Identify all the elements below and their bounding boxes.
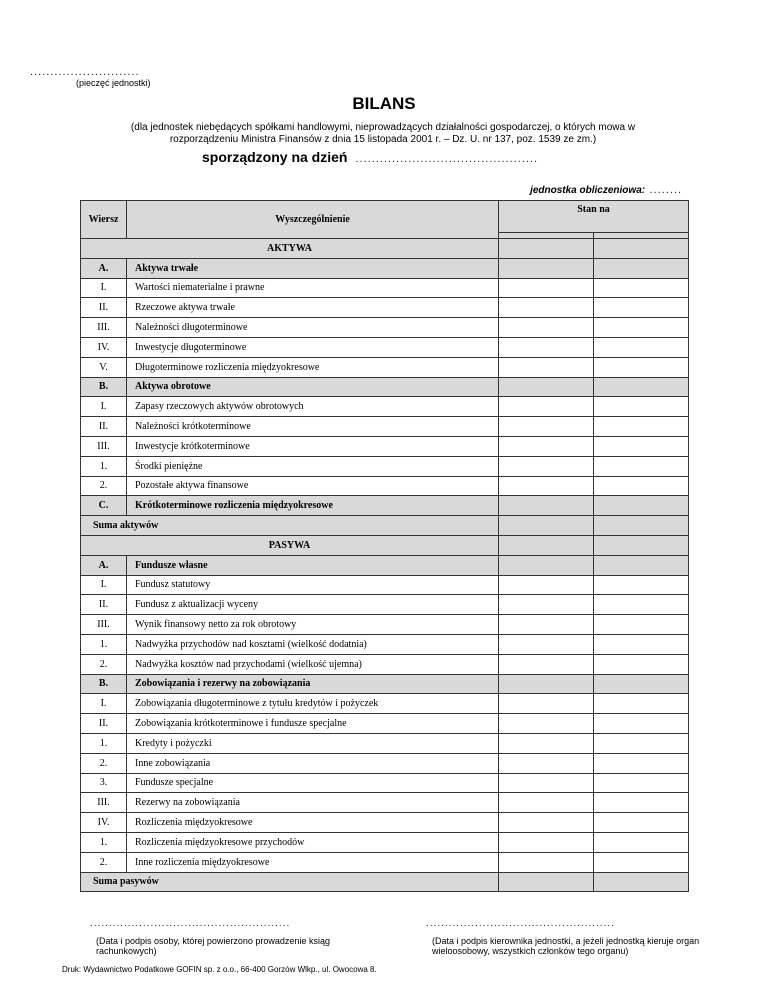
value-cell-end[interactable] — [594, 793, 689, 813]
value-cell-end[interactable] — [594, 456, 689, 476]
value-cell-end[interactable] — [594, 694, 689, 714]
signature-right-label: (Data i podpis kierownika jednostki, a jeżeli jednostką kieruje organ wieloosobowy, wszystkich członków tego organu) — [432, 936, 700, 956]
value-cell-start[interactable] — [499, 516, 594, 536]
table-row — [81, 318, 689, 338]
row-label: Nadwyżka kosztów nad przychodami (wielkość ujemna) — [127, 654, 499, 674]
table-row — [81, 733, 689, 753]
value-cell-start[interactable] — [499, 476, 594, 496]
row-label: Fundusze specjalne — [127, 773, 499, 793]
value-cell-start[interactable] — [499, 852, 594, 872]
value-cell-start[interactable] — [499, 634, 594, 654]
table-row — [81, 674, 689, 694]
value-cell-start[interactable] — [499, 535, 594, 555]
unit-row — [530, 180, 682, 198]
row-label: Inne zobowiązania — [127, 753, 499, 773]
unit-label: jednostka obliczeniowa: — [530, 185, 646, 196]
row-label: Długoterminowe rozliczenia międzyokresowe — [127, 357, 499, 377]
row-number: III. — [81, 793, 127, 813]
value-cell-end[interactable] — [594, 674, 689, 694]
value-cell-end[interactable] — [594, 377, 689, 397]
value-cell-end[interactable] — [594, 298, 689, 318]
table-row — [81, 773, 689, 793]
row-label: Fundusze własne — [127, 555, 499, 575]
row-label: Zobowiązania krótkoterminowe i fundusze specjalne — [127, 714, 499, 734]
row-number: I. — [81, 694, 127, 714]
value-cell-end[interactable] — [594, 318, 689, 338]
row-label: Kredyty i pożyczki — [127, 733, 499, 753]
table-row — [81, 694, 689, 714]
row-number: V. — [81, 357, 127, 377]
row-number: 2. — [81, 852, 127, 872]
table-row — [81, 258, 689, 278]
value-cell-start[interactable] — [499, 813, 594, 833]
section-heading: PASYWA — [81, 535, 499, 555]
row-number: C. — [81, 496, 127, 516]
value-cell-end[interactable] — [594, 436, 689, 456]
value-cell-start[interactable] — [499, 397, 594, 417]
value-cell-end[interactable] — [594, 773, 689, 793]
value-cell-end[interactable] — [594, 595, 689, 615]
value-cell-end[interactable] — [594, 337, 689, 357]
row-number: A. — [81, 555, 127, 575]
row-label: Zapasy rzeczowych aktywów obrotowych — [127, 397, 499, 417]
value-cell-end[interactable] — [594, 714, 689, 734]
value-cell-start[interactable] — [499, 337, 594, 357]
row-number: IV. — [81, 337, 127, 357]
signature-left-label: (Data i podpis osoby, której powierzono prowadzenie ksiąg rachunkowych) — [96, 936, 330, 956]
signature-left-field[interactable]: ..................................................... — [90, 918, 291, 929]
date-label: sporządzony na dzień — [202, 149, 348, 165]
row-label: Aktywa obrotowe — [127, 377, 499, 397]
value-cell-end[interactable] — [594, 872, 689, 892]
row-label: Środki pieniężne — [127, 456, 499, 476]
row-number: II. — [81, 595, 127, 615]
value-cell-end[interactable] — [594, 476, 689, 496]
table-row — [81, 278, 689, 298]
signature-right-field[interactable]: .................................................. — [426, 918, 615, 929]
value-cell-end[interactable] — [594, 278, 689, 298]
header-row-col: Wiersz — [81, 201, 127, 239]
value-cell-end[interactable] — [594, 654, 689, 674]
value-cell-end[interactable] — [594, 496, 689, 516]
header-stan-col: Stan na — [499, 201, 689, 233]
row-label: Fundusz statutowy — [127, 575, 499, 595]
value-cell-start[interactable] — [499, 258, 594, 278]
row-label: Rezerwy na zobowiązania — [127, 793, 499, 813]
value-cell-end[interactable] — [594, 733, 689, 753]
table-row — [81, 476, 689, 496]
date-field[interactable]: ............................................. — [355, 153, 538, 165]
row-label: Pozostałe aktywa finansowe — [127, 476, 499, 496]
row-label: Inwestycje długoterminowe — [127, 337, 499, 357]
date-row — [202, 149, 538, 167]
table-row — [81, 654, 689, 674]
table-row — [81, 634, 689, 654]
value-cell-start[interactable] — [499, 674, 594, 694]
unit-field[interactable]: ........ — [649, 184, 682, 196]
row-number: I. — [81, 278, 127, 298]
header-desc-col: Wyszczególnienie — [127, 201, 499, 239]
table-row — [81, 357, 689, 377]
value-cell-start[interactable] — [499, 595, 594, 615]
value-cell-end[interactable] — [594, 516, 689, 536]
stamp-label: (pieczęć jednostki) — [76, 78, 151, 88]
value-cell-start[interactable] — [499, 318, 594, 338]
row-number: I. — [81, 575, 127, 595]
total-label: Suma pasywów — [81, 872, 499, 892]
row-number: 1. — [81, 634, 127, 654]
table-row — [81, 595, 689, 615]
row-label: Inne rozliczenia międzyokresowe — [127, 852, 499, 872]
value-cell-end[interactable] — [594, 575, 689, 595]
row-number: IV. — [81, 813, 127, 833]
value-cell-end[interactable] — [594, 615, 689, 635]
table-row — [81, 555, 689, 575]
value-cell-end[interactable] — [594, 417, 689, 437]
row-number: 1. — [81, 832, 127, 852]
value-cell-start[interactable] — [499, 555, 594, 575]
value-cell-start[interactable] — [499, 298, 594, 318]
value-cell-start[interactable] — [499, 753, 594, 773]
row-label: Rozliczenia międzyokresowe przychodów — [127, 832, 499, 852]
row-number: III. — [81, 615, 127, 635]
row-number: II. — [81, 298, 127, 318]
value-cell-start[interactable] — [499, 793, 594, 813]
row-number: 1. — [81, 456, 127, 476]
value-cell-start[interactable] — [499, 654, 594, 674]
row-label: Wartości niematerialne i prawne — [127, 278, 499, 298]
value-cell-end[interactable] — [594, 813, 689, 833]
value-cell-start[interactable] — [499, 615, 594, 635]
table-row — [81, 496, 689, 516]
row-number: B. — [81, 377, 127, 397]
value-cell-start[interactable] — [499, 278, 594, 298]
row-label: Rzeczowe aktywa trwałe — [127, 298, 499, 318]
value-cell-end[interactable] — [594, 832, 689, 852]
row-label: Wynik finansowy netto za rok obrotowy — [127, 615, 499, 635]
total-label: Suma aktywów — [81, 516, 499, 536]
value-cell-start[interactable] — [499, 733, 594, 753]
row-number: III. — [81, 318, 127, 338]
table-row — [81, 377, 689, 397]
value-cell-start[interactable] — [499, 694, 594, 714]
table-row — [81, 575, 689, 595]
row-label: Inwestycje krótkoterminowe — [127, 436, 499, 456]
table-row — [81, 615, 689, 635]
table-row — [81, 832, 689, 852]
row-number: 1. — [81, 733, 127, 753]
value-cell-start[interactable] — [499, 496, 594, 516]
row-number: A. — [81, 258, 127, 278]
section-heading: AKTYWA — [81, 239, 499, 259]
row-label: Aktywa trwałe — [127, 258, 499, 278]
row-number: II. — [81, 417, 127, 437]
value-cell-start[interactable] — [499, 436, 594, 456]
printer-footer: Druk: Wydawnictwo Podatkowe GOFIN sp. z o.o., 66-400 Gorzów Wlkp., ul. Owocowa 8. — [62, 965, 377, 974]
table-row — [81, 239, 689, 259]
value-cell-end[interactable] — [594, 239, 689, 259]
value-cell-start[interactable] — [499, 714, 594, 734]
table-row — [81, 793, 689, 813]
row-label: Nadwyżka przychodów nad kosztami (wielkość dodatnia) — [127, 634, 499, 654]
table-row — [81, 516, 689, 536]
row-number: 2. — [81, 753, 127, 773]
value-cell-start[interactable] — [499, 239, 594, 259]
value-cell-start[interactable] — [499, 872, 594, 892]
document-subtitle: (dla jednostek niebędących spółkami handlowymi, nieprowadzących działalności gospodarczej, o których mowa w rozporządzeniu Ministra Finansów z dnia 15 listopada 2001 r. – Dz. U. nr 137, poz. 1539 ze zm.) — [130, 122, 636, 145]
value-cell-end[interactable] — [594, 535, 689, 555]
row-number: 2. — [81, 476, 127, 496]
row-number: II. — [81, 714, 127, 734]
row-label: Fundusz z aktualizacji wyceny — [127, 595, 499, 615]
row-label: Należności długoterminowe — [127, 318, 499, 338]
balance-table — [80, 200, 689, 892]
value-cell-start[interactable] — [499, 575, 594, 595]
row-label: Zobowiązania i rezerwy na zobowiązania — [127, 674, 499, 694]
table-row — [81, 872, 689, 892]
value-cell-start[interactable] — [499, 377, 594, 397]
stamp-dots: ........................... — [30, 66, 140, 78]
value-cell-end[interactable] — [594, 397, 689, 417]
value-cell-start[interactable] — [499, 357, 594, 377]
value-cell-end[interactable] — [594, 852, 689, 872]
row-number: I. — [81, 397, 127, 417]
row-label: Rozliczenia międzyokresowe — [127, 813, 499, 833]
value-cell-end[interactable] — [594, 357, 689, 377]
row-label: Zobowiązania długoterminowe z tytułu kredytów i pożyczek — [127, 694, 499, 714]
table-row — [81, 813, 689, 833]
row-number: B. — [81, 674, 127, 694]
row-label: Krótkoterminowe rozliczenia międzyokresowe — [127, 496, 499, 516]
table-row — [81, 417, 689, 437]
table-row — [81, 397, 689, 417]
table-row — [81, 298, 689, 318]
table-row — [81, 852, 689, 872]
row-number: 3. — [81, 773, 127, 793]
document-title: BILANS — [352, 94, 416, 113]
table-row — [81, 436, 689, 456]
row-label: Należności krótkoterminowe — [127, 417, 499, 437]
value-cell-end[interactable] — [594, 634, 689, 654]
table-row — [81, 337, 689, 357]
value-cell-start[interactable] — [499, 456, 594, 476]
table-row — [81, 714, 689, 734]
value-cell-end[interactable] — [594, 753, 689, 773]
table-row — [81, 753, 689, 773]
value-cell-end[interactable] — [594, 258, 689, 278]
value-cell-start[interactable] — [499, 773, 594, 793]
value-cell-start[interactable] — [499, 832, 594, 852]
value-cell-end[interactable] — [594, 555, 689, 575]
table-row — [81, 535, 689, 555]
row-number: 2. — [81, 654, 127, 674]
row-number: III. — [81, 436, 127, 456]
table-row — [81, 456, 689, 476]
value-cell-start[interactable] — [499, 417, 594, 437]
